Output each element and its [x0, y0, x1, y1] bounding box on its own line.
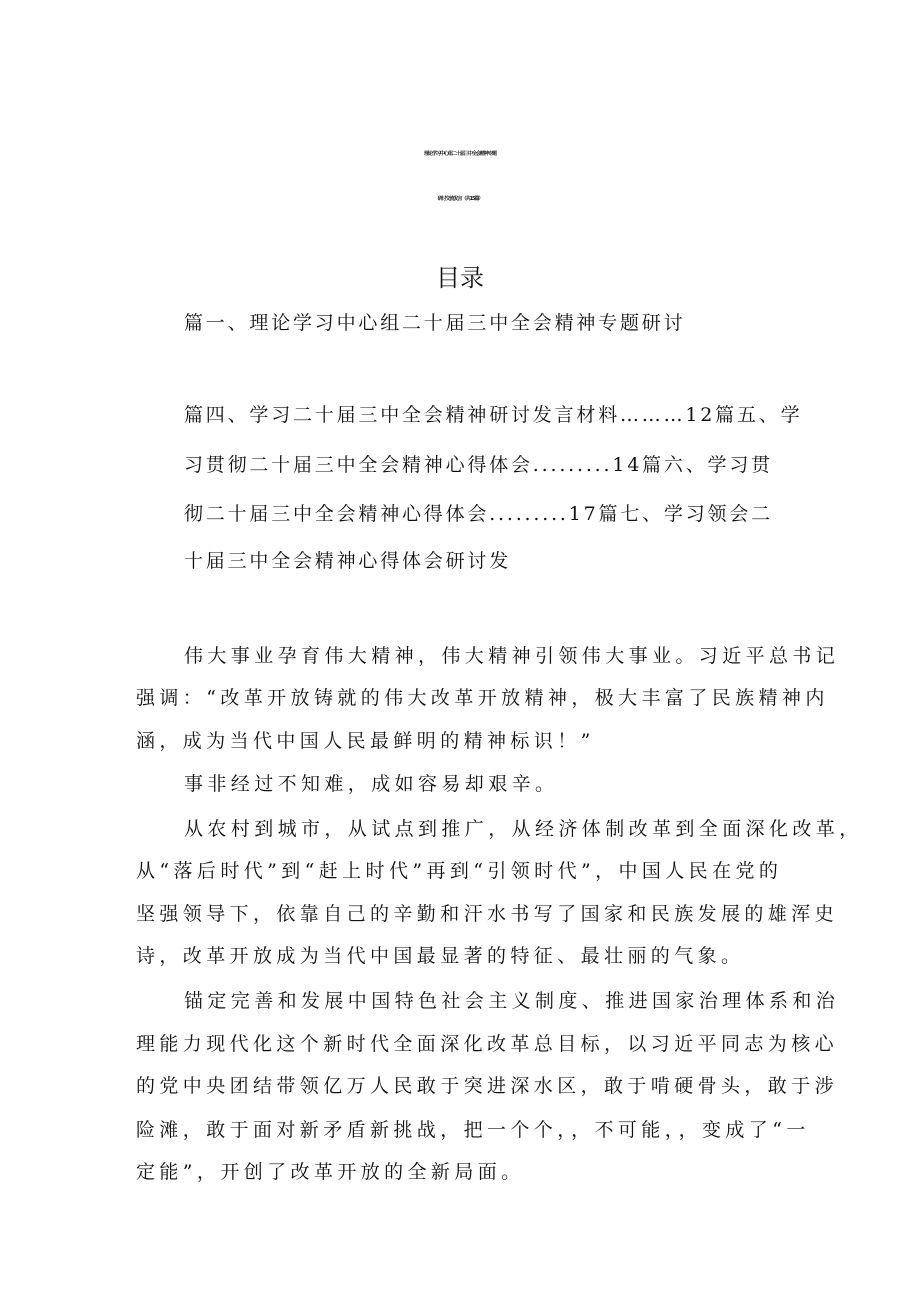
body-paragraph-line: 事非经过不知难，成如容易却艰辛。	[184, 773, 559, 795]
toc-line: 篇一、理论学习中心组二十届三中全会精神专题研讨	[184, 312, 686, 334]
body-paragraph-line: 从农村到城市，从试点到推广，从经济体制改革到全面深化改革，	[184, 818, 863, 840]
body-paragraph-line: 坚强领导下，依靠自己的辛勤和汗水书写了国家和民族发展的雄浑史	[136, 903, 839, 925]
body-paragraph-line: 的党中央团结带领亿万人民敢于突进深水区，敢于啃硬骨头，敢于涉	[136, 1075, 839, 1097]
body-paragraph-line: 涵，成为当代中国人民最鲜明的精神标识！”	[136, 730, 595, 752]
body-paragraph-line: 险滩，敢于面对新矛盾新挑战，把一个个，，不可能，，变成了“一	[136, 1119, 810, 1141]
body-paragraph-line: 理能力现代化这个新时代全面深化改革总目标，以习近平同志为核心	[136, 1033, 839, 1055]
toc-line: 习贯彻二十届三中全会精神心得体会.........14篇六、学习贯	[184, 454, 773, 476]
body-paragraph-line: 诗，改革开放成为当代中国最显著的特征、最壮丽的气象。	[136, 945, 745, 967]
document-title-line-1: 理论学习中心组二十届三中全会精神专题	[423, 151, 496, 157]
document-title-line-2: 研讨交流发言（共15篇）	[437, 196, 483, 202]
toc-line: 十届三中全会精神心得体会研讨发	[184, 550, 512, 572]
toc-line: 篇四、学习二十届三中全会精神研讨发言材料………12篇五、学	[184, 404, 803, 426]
toc-line: 彻二十届三中全会精神心得体会.........17篇七、学习领会二	[184, 503, 773, 525]
toc-heading: 目录	[436, 264, 484, 292]
body-paragraph-line: 定能”，开创了改革开放的全新局面。	[136, 1161, 525, 1183]
body-paragraph-line: 强调：“改革开放铸就的伟大改革开放精神，极大丰富了民族精神内	[136, 687, 829, 709]
body-paragraph-line: 伟大事业孕育伟大精神，伟大精神引领伟大事业。习近平总书记	[184, 645, 840, 667]
body-paragraph-line: 锚定完善和发展中国特色社会主义制度、推进国家治理体系和治	[184, 990, 840, 1012]
body-paragraph-line: 从“落后时代”到“赶上时代”再到“引领时代”，中国人民在党的	[136, 860, 783, 882]
